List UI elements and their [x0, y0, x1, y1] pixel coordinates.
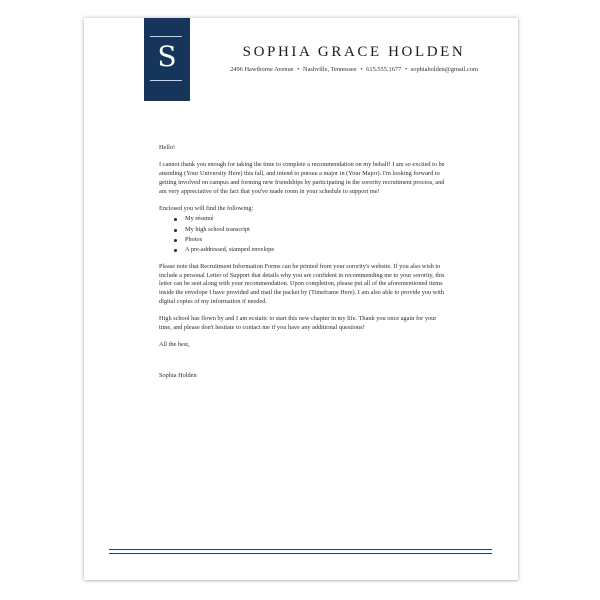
contact-city: Nashville, Tennessee: [302, 66, 357, 73]
enclosure-label: My résumé: [185, 215, 214, 223]
contact-separator: •: [297, 66, 300, 73]
bullet-icon: [174, 218, 177, 221]
list-item: [185, 246, 449, 255]
monogram-letter: S: [157, 40, 177, 73]
enclosure-label: Photos: [185, 235, 203, 243]
list-item: [185, 226, 449, 235]
greeting: Hello!: [159, 144, 176, 151]
contact-address: 2496 Hawthorne Avenue: [230, 66, 294, 73]
contact-email: sophiaholden@gmail.com: [410, 66, 478, 73]
enclosure-label: A pre-addressed, stamped envelope: [185, 245, 275, 253]
monogram-badge: [144, 18, 190, 101]
contact-separator: •: [360, 66, 363, 73]
letter-page: [84, 18, 518, 580]
paragraph-thanks: High school has flown by and I am ecstatic to start this new chapter in my life. Thank you once again for your time, and please don't hesitate to contact me if you have any additional questions!: [159, 315, 437, 332]
bullet-icon: [174, 239, 177, 242]
paragraph-intro: I cannot thank you enough for taking the time to complete a recommendation on my behalf! I am so excited to be attending (Your University Here) this fall, and intend to pursue a major in (Your Major). I'm looking forward to getting involved on campus and forming new friendships by participating in the sorority recruitment process, and am very appreciative of the fact that you've made room in your schedule to support me!: [159, 160, 445, 195]
footer-rule-top: [109, 549, 492, 550]
contact-line: [194, 66, 514, 73]
enclosures-list: [159, 215, 449, 254]
closing: All the best,: [159, 340, 190, 348]
bullet-icon: [174, 229, 177, 232]
footer-rule-bottom: [109, 553, 492, 554]
bullet-icon: [174, 249, 177, 252]
signature: Sophia Holden: [159, 371, 197, 379]
sender-name: SOPHIA GRACE HOLDEN: [242, 44, 466, 60]
enclosures-intro: Enclosed you will find the following:: [159, 204, 254, 212]
letter-body: [159, 144, 449, 389]
contact-phone: 615.555.1677: [366, 66, 402, 73]
list-item: [185, 215, 449, 224]
contact-separator: •: [404, 66, 408, 73]
enclosure-label: My high school transcript: [185, 225, 250, 233]
list-item: [185, 236, 449, 245]
paragraph-instructions: Please note that Recruitment Information Forms can be printed from your sorority's website. If you also wish to include a personal Letter of Support that details why you are confident in recommending me to your sorority, this letter can be sent along with your recommendation. Upon completion, please put all of the aforementioned items inside the envelope I have provided and mail the packet by (Timeframe Here). I am also able to provide you with digital copies of my information if needed.: [159, 262, 445, 306]
